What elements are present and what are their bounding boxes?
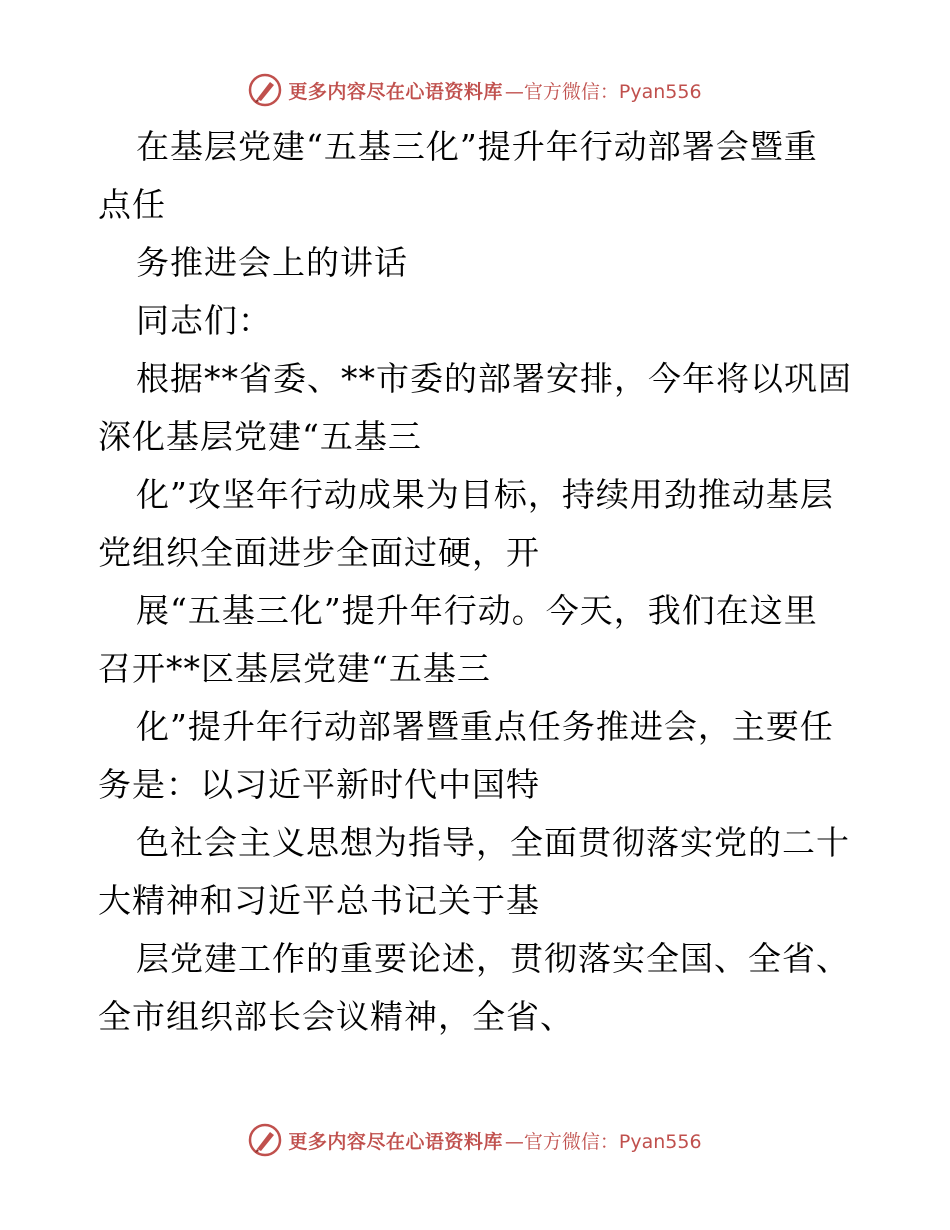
text-line: 党组织全面进步全面过硬，开 bbox=[98, 533, 540, 572]
text-line: 根据**省委、**市委的部署安排，今年将以巩固 bbox=[136, 359, 852, 398]
text-line: 展“五基三化”提升年行动。今天，我们在这里 bbox=[136, 591, 818, 630]
text-line: 同志们： bbox=[136, 301, 272, 340]
text-line: 化”提升年行动部署暨重点任务推进会，主要任 bbox=[136, 707, 834, 746]
text-line: 务推进会上的讲话 bbox=[136, 243, 408, 282]
text-line: 召开**区基层党建“五基三 bbox=[98, 649, 491, 688]
document-body bbox=[98, 118, 858, 1046]
footer-wechat-text: —官方微信：Pyan556 bbox=[504, 1130, 702, 1153]
page-header bbox=[0, 70, 950, 110]
header-brand-text: 更多内容尽在心语资料库 bbox=[288, 80, 503, 103]
quill-pen-icon bbox=[248, 1123, 282, 1157]
text-line: 深化基层党建“五基三 bbox=[98, 417, 422, 456]
text-line: 在基层党建“五基三化”提升年行动部署会暨重 bbox=[136, 127, 818, 166]
text-line: 全市组织部长会议精神，全省、 bbox=[98, 997, 574, 1036]
text-line: 大精神和习近平总书记关于基 bbox=[98, 881, 540, 920]
text-line: 层党建工作的重要论述，贯彻落实全国、全省、 bbox=[136, 939, 850, 978]
footer-brand-text: 更多内容尽在心语资料库 bbox=[288, 1130, 503, 1153]
quill-pen-icon bbox=[248, 73, 282, 107]
header-wechat-text: —官方微信：Pyan556 bbox=[504, 80, 702, 103]
text-line: 化”攻坚年行动成果为目标，持续用劲推动基层 bbox=[136, 475, 834, 514]
text-line: 点任 bbox=[98, 185, 166, 224]
text-line: 务是：以习近平新时代中国特 bbox=[98, 765, 540, 804]
page-footer bbox=[0, 1120, 950, 1160]
text-line: 色社会主义思想为指导，全面贯彻落实党的二十 bbox=[136, 823, 850, 862]
